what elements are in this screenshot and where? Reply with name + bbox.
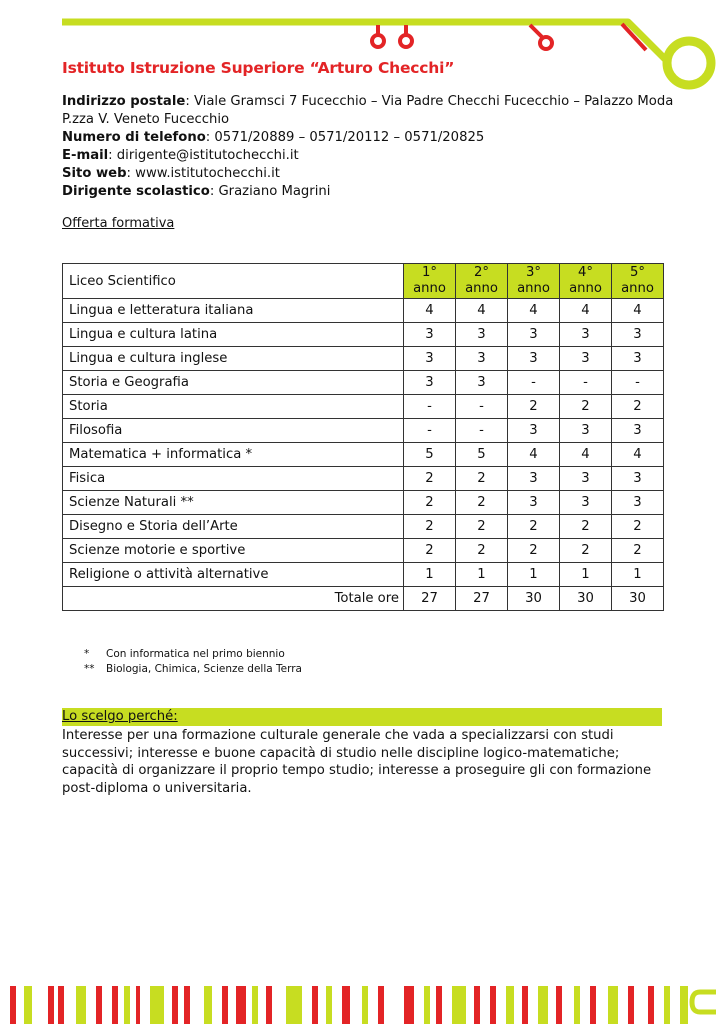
- total-cell: 27: [404, 587, 456, 611]
- subject-cell: Storia e Geografia: [63, 371, 404, 395]
- hours-cell: 3: [508, 419, 560, 443]
- total-cell: 30: [612, 587, 664, 611]
- decor-bar: [424, 986, 430, 1024]
- table-row: [63, 443, 664, 467]
- decor-bar: [326, 986, 332, 1024]
- hours-cell: 2: [508, 539, 560, 563]
- decor-bar: [342, 986, 350, 1024]
- hours-cell: -: [612, 371, 664, 395]
- decor-bar: [76, 986, 86, 1024]
- decor-bar: [252, 986, 258, 1024]
- table-row: [63, 491, 664, 515]
- hours-cell: 4: [508, 443, 560, 467]
- hours-cell: 3: [560, 467, 612, 491]
- hours-cell: 2: [404, 539, 456, 563]
- page-title: Istituto Istruzione Superiore “Arturo Checchi”: [62, 59, 455, 77]
- decor-bar: [490, 986, 496, 1024]
- subject-cell: Religione o attività alternative: [63, 563, 404, 587]
- hours-cell: 3: [456, 371, 508, 395]
- hours-cell: 4: [612, 299, 664, 323]
- decor-bar: [522, 986, 528, 1024]
- subject-cell: Storia: [63, 395, 404, 419]
- offer-heading: Offerta formativa: [62, 216, 175, 231]
- hours-cell: 3: [612, 419, 664, 443]
- head-value: : Graziano Magrini: [209, 184, 331, 199]
- footnotes: [84, 647, 302, 677]
- total-label: Totale ore: [63, 587, 404, 611]
- decor-bar: [362, 986, 368, 1024]
- web-label: Sito web: [62, 166, 127, 181]
- subject-cell: Lingua e letteratura italiana: [63, 299, 404, 323]
- hours-cell: 3: [612, 491, 664, 515]
- decor-bar: [680, 986, 688, 1024]
- total-cell: 30: [508, 587, 560, 611]
- hours-cell: -: [508, 371, 560, 395]
- table-row: [63, 395, 664, 419]
- hours-cell: 2: [560, 395, 612, 419]
- phone-value: : 0571/20889 – 0571/20112 – 0571/20825: [205, 130, 485, 145]
- decor-bar: [436, 986, 442, 1024]
- hours-cell: -: [456, 419, 508, 443]
- footer-decoration: [0, 986, 725, 1024]
- subject-cell: Lingua e cultura inglese: [63, 347, 404, 371]
- decor-bar: [664, 986, 670, 1024]
- address-line-2: P.zza V. Veneto Fucecchio: [62, 112, 230, 127]
- hours-cell: 4: [560, 443, 612, 467]
- decor-bar: [312, 986, 318, 1024]
- hours-cell: 3: [560, 323, 612, 347]
- year-header: 2° anno: [456, 264, 508, 299]
- hours-cell: 2: [612, 515, 664, 539]
- decor-bar: [150, 986, 164, 1024]
- decor-bar: [24, 986, 32, 1024]
- hours-cell: 3: [560, 347, 612, 371]
- total-cell: 30: [560, 587, 612, 611]
- hours-cell: 2: [404, 467, 456, 491]
- hours-cell: 2: [456, 515, 508, 539]
- decor-bar: [184, 986, 190, 1024]
- subject-cell: Filosofia: [63, 419, 404, 443]
- decor-bar: [404, 986, 414, 1024]
- hours-cell: -: [560, 371, 612, 395]
- hours-cell: 3: [612, 323, 664, 347]
- hours-cell: 2: [560, 539, 612, 563]
- hours-cell: 3: [612, 347, 664, 371]
- hours-cell: 5: [456, 443, 508, 467]
- hours-cell: 2: [456, 539, 508, 563]
- hours-cell: 1: [508, 563, 560, 587]
- decor-bar: [452, 986, 466, 1024]
- hours-cell: 2: [612, 539, 664, 563]
- hours-cell: 1: [612, 563, 664, 587]
- address-value: : Viale Gramsci 7 Fucecchio – Via Padre Checchi Fucecchio – Palazzo Moda: [185, 94, 674, 109]
- subject-cell: Scienze Naturali **: [63, 491, 404, 515]
- decor-bar: [10, 986, 16, 1024]
- table-row: [63, 563, 664, 587]
- decor-bar: [204, 986, 212, 1024]
- decor-bar: [112, 986, 118, 1024]
- decor-bar: [378, 986, 384, 1024]
- decor-bar: [538, 986, 548, 1024]
- hours-cell: 1: [456, 563, 508, 587]
- table-header-row: [63, 264, 664, 299]
- decor-bar: [172, 986, 178, 1024]
- hours-cell: 4: [508, 299, 560, 323]
- hours-cell: 3: [404, 323, 456, 347]
- hours-cell: 1: [560, 563, 612, 587]
- hours-cell: -: [456, 395, 508, 419]
- subject-cell: Fisica: [63, 467, 404, 491]
- decor-bar: [236, 986, 246, 1024]
- table-row: [63, 467, 664, 491]
- hours-cell: -: [404, 395, 456, 419]
- hours-cell: 2: [508, 395, 560, 419]
- decor-bar: [648, 986, 654, 1024]
- subject-cell: Scienze motorie e sportive: [63, 539, 404, 563]
- hours-cell: 4: [456, 299, 508, 323]
- hours-cell: 3: [456, 347, 508, 371]
- hours-cell: 4: [404, 299, 456, 323]
- table-row: [63, 323, 664, 347]
- table-row: [63, 371, 664, 395]
- hours-cell: 3: [404, 347, 456, 371]
- subject-cell: Matematica + informatica *: [63, 443, 404, 467]
- decor-bar: [48, 986, 54, 1024]
- decor-bar: [608, 986, 618, 1024]
- decor-bar: [96, 986, 102, 1024]
- total-row: [63, 587, 664, 611]
- hours-cell: 3: [456, 323, 508, 347]
- web-value: : www.istitutochecchi.it: [126, 166, 280, 181]
- hours-cell: 2: [560, 515, 612, 539]
- decor-bar: [58, 986, 64, 1024]
- hours-cell: 3: [508, 323, 560, 347]
- hours-cell: 3: [508, 467, 560, 491]
- decor-bar: [124, 986, 130, 1024]
- decor-bar: [286, 986, 302, 1024]
- hours-cell: 5: [404, 443, 456, 467]
- decor-bar: [590, 986, 596, 1024]
- decor-bar: [574, 986, 580, 1024]
- hours-cell: 1: [404, 563, 456, 587]
- decor-bar: [266, 986, 272, 1024]
- year-header: 5° anno: [612, 264, 664, 299]
- footnote: ** Biologia, Chimica, Scienze della Terra: [84, 663, 302, 675]
- hours-cell: 4: [612, 443, 664, 467]
- hours-cell: 3: [560, 419, 612, 443]
- hours-cell: 3: [404, 371, 456, 395]
- hours-cell: 3: [612, 467, 664, 491]
- decor-bar: [556, 986, 562, 1024]
- hours-cell: 2: [612, 395, 664, 419]
- total-cell: 27: [456, 587, 508, 611]
- hours-cell: 2: [456, 467, 508, 491]
- table-row: [63, 299, 664, 323]
- year-header: 3° anno: [508, 264, 560, 299]
- course-name: Liceo Scientifico: [63, 264, 404, 299]
- hours-cell: 3: [508, 491, 560, 515]
- hours-cell: 2: [508, 515, 560, 539]
- email-value: : dirigente@istitutochecchi.it: [108, 148, 299, 163]
- decor-bar: [628, 986, 634, 1024]
- why-title: Lo scelgo perché:: [62, 709, 178, 724]
- email-label: E-mail: [62, 148, 109, 163]
- decor-bar: [474, 986, 480, 1024]
- why-text: Interesse per una formazione culturale generale che vada a specializzarsi con studi successivi; interesse e buone capacità di studio nelle discipline logico-matematiche; capacità di organizzare il proprio tempo studio; interesse a proseguire gli con formazione post-diploma o universitaria.: [62, 728, 652, 796]
- head-label: Dirigente scolastico: [62, 184, 210, 199]
- hours-cell: 2: [404, 515, 456, 539]
- table-row: [63, 515, 664, 539]
- hours-cell: 2: [456, 491, 508, 515]
- phone-label: Numero di telefono: [62, 130, 206, 145]
- year-header: 1° anno: [404, 264, 456, 299]
- address-label: Indirizzo postale: [62, 94, 186, 109]
- hours-cell: 3: [508, 347, 560, 371]
- table-row: [63, 347, 664, 371]
- curriculum-table: [62, 263, 664, 611]
- hours-cell: 4: [560, 299, 612, 323]
- decor-bar: [136, 986, 140, 1024]
- header-decoration: [0, 0, 725, 100]
- subject-cell: Disegno e Storia dell’Arte: [63, 515, 404, 539]
- subject-cell: Lingua e cultura latina: [63, 323, 404, 347]
- decor-bar: [222, 986, 228, 1024]
- contact-info: [62, 93, 673, 201]
- year-header: 4° anno: [560, 264, 612, 299]
- table-row: [63, 539, 664, 563]
- hours-cell: 2: [404, 491, 456, 515]
- decor-bar: [506, 986, 514, 1024]
- decor-hook: [692, 992, 716, 1012]
- footnote: * Con informatica nel primo biennio: [84, 648, 285, 660]
- hours-cell: 3: [560, 491, 612, 515]
- hours-cell: -: [404, 419, 456, 443]
- table-row: [63, 419, 664, 443]
